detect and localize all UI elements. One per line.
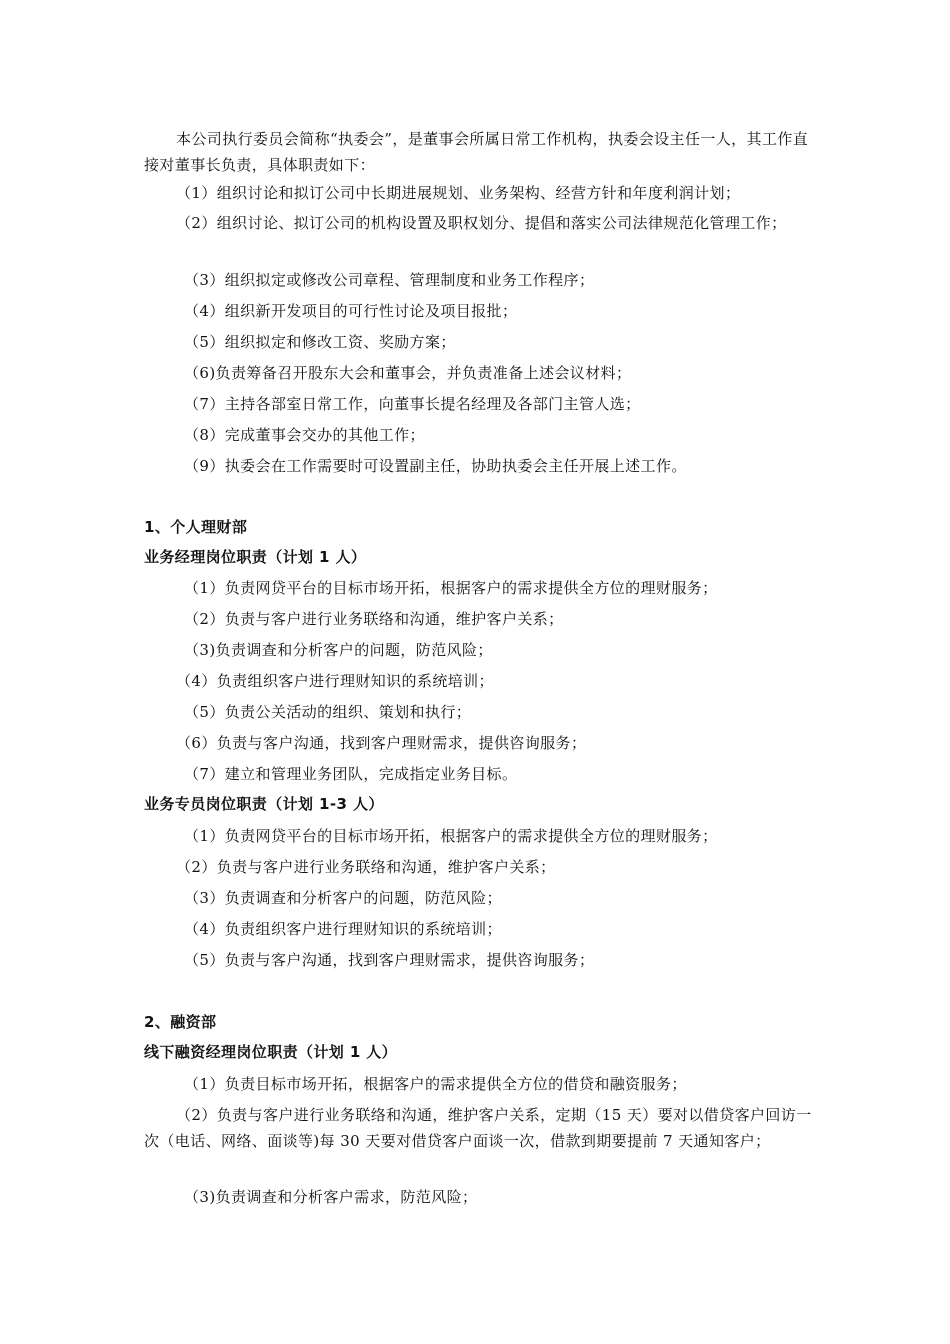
business-specialist-item-3: （3）负责调查和分析客户的问题，防范风险； — [184, 889, 502, 907]
business-specialist-item-2: （2）负责与客户进行业务联络和沟通，维护客户关系； — [176, 858, 556, 876]
business-manager-item-5: （5）负责公关活动的组织、策划和执行； — [184, 703, 472, 721]
intro-item-2: （2）组织讨论、拟订公司的机构设置及职权划分、提倡和落实公司法律规范化管理工作； — [176, 214, 787, 232]
intro-item-4: （4）组织新开发项目的可行性讨论及项目报批； — [184, 302, 518, 320]
financing-manager-item-1: （1）负责目标市场开拓，根据客户的需求提供全方位的借贷和融资服务； — [184, 1075, 687, 1093]
financing-manager-item-2: （2）负责与客户进行业务联络和沟通，维护客户关系，定期（15 天）要对以借贷客户回访一次（电话、网络、面谈等)每 30 天要对借贷客户面谈一次，借款到期要提前 7 天通知客户； — [144, 1106, 812, 1150]
business-manager-item-2: （2）负责与客户进行业务联络和沟通，维护客户关系； — [184, 610, 564, 628]
intro-item-8: （8）完成董事会交办的其他工作； — [184, 426, 425, 444]
business-specialist-item-4: （4）负责组织客户进行理财知识的系统培训； — [184, 920, 502, 938]
business-manager-item-6: （6）负责与客户沟通，找到客户理财需求，提供咨询服务； — [176, 734, 587, 752]
role-business-manager-title: 业务经理岗位职责（计划 1 人） — [144, 548, 367, 566]
section-financing-title: 2、融资部 — [144, 1013, 217, 1031]
intro-item-7: （7）主持各部室日常工作，向董事长提名经理及各部门主管人选； — [184, 395, 641, 413]
business-manager-item-3: （3)负责调查和分析客户的问题，防范风险； — [184, 641, 493, 659]
intro-item-6: （6)负责筹备召开股东大会和董事会，并负责准备上述会议材料； — [184, 364, 632, 382]
role-offline-financing-manager-title: 线下融资经理岗位职责（计划 1 人） — [144, 1043, 398, 1061]
intro-item-9: （9）执委会在工作需要时可设置副主任，协助执委会主任开展上述工作。 — [184, 457, 687, 475]
business-manager-item-4: （4）负责组织客户进行理财知识的系统培训； — [176, 672, 494, 690]
business-specialist-item-5: （5）负责与客户沟通，找到客户理财需求，提供咨询服务； — [184, 951, 595, 969]
business-manager-item-1: （1）负责网贷平台的目标市场开拓，根据客户的需求提供全方位的理财服务； — [184, 579, 718, 597]
business-specialist-item-1: （1）负责网贷平台的目标市场开拓，根据客户的需求提供全方位的理财服务； — [184, 827, 718, 845]
section-personal-finance-title: 1、个人理财部 — [144, 518, 248, 536]
intro-item-3: （3）组织拟定或修改公司章程、管理制度和业务工作程序； — [184, 271, 595, 289]
role-business-specialist-title: 业务专员岗位职责（计划 1-3 人） — [144, 795, 384, 813]
intro-paragraph: 本公司执行委员会简称“执委会”，是董事会所属日常工作机构，执委会设主任一人，其工作直接对董事长负责，具体职责如下： — [144, 130, 809, 174]
financing-manager-item-3: （3)负责调查和分析客户需求，防范风险； — [184, 1188, 478, 1206]
intro-item-5: （5）组织拟定和修改工资、奖励方案； — [184, 333, 456, 351]
business-manager-item-7: （7）建立和管理业务团队，完成指定业务目标。 — [184, 765, 518, 783]
intro-item-1: （1）组织讨论和拟订公司中长期进展规划、业务架构、经营方针和年度利润计划； — [176, 184, 741, 202]
